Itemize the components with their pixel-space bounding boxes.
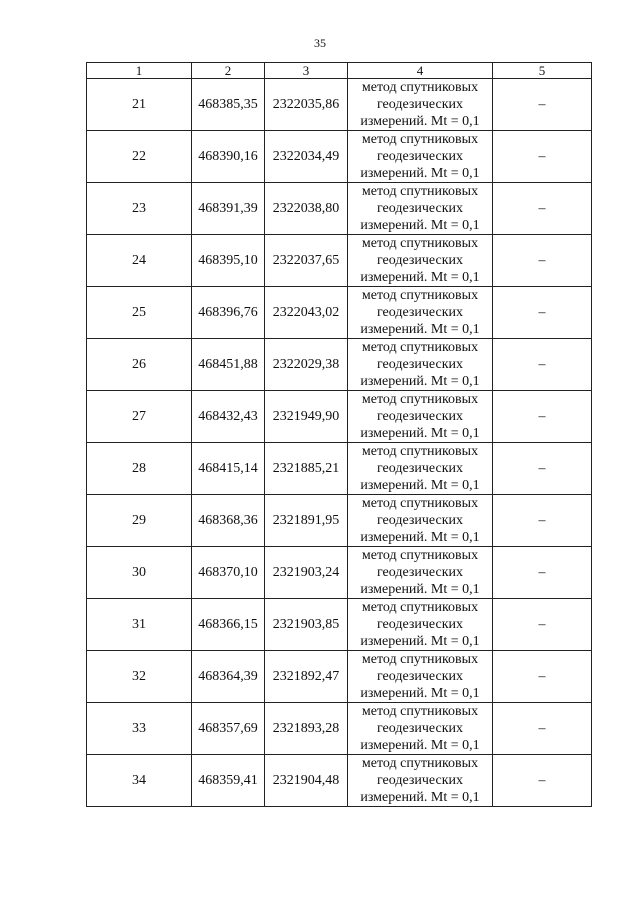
method-line: измерений. Mt = 0,1 [360, 322, 480, 337]
note-cell: – [493, 79, 592, 131]
note-cell: – [493, 599, 592, 651]
method-line: метод спутниковых [361, 392, 479, 407]
note-cell: – [493, 391, 592, 443]
method-line: геодезических [376, 97, 463, 112]
method-line: метод спутниковых [361, 496, 479, 511]
method-line: метод спутниковых [361, 132, 479, 147]
method-line: геодезических [376, 409, 463, 424]
x-coordinate-cell: 468395,10 [192, 235, 265, 287]
table-row [87, 79, 592, 131]
method-cell [348, 443, 493, 495]
point-number-cell: 30 [87, 547, 192, 599]
note-cell: – [493, 339, 592, 391]
table-row [87, 183, 592, 235]
page-number: 35 [314, 36, 326, 50]
method-line: геодезических [376, 669, 463, 684]
table-row [87, 599, 592, 651]
x-coordinate-cell: 468385,35 [192, 79, 265, 131]
method-cell [348, 599, 493, 651]
y-coordinate-cell: 2321891,95 [265, 495, 348, 547]
y-coordinate-cell: 2321892,47 [265, 651, 348, 703]
x-coordinate-cell: 468451,88 [192, 339, 265, 391]
method-line: метод спутниковых [361, 80, 479, 95]
table-row [87, 131, 592, 183]
method-line: геодезических [376, 253, 463, 268]
y-coordinate-cell: 2321903,85 [265, 599, 348, 651]
method-line: метод спутниковых [361, 288, 479, 303]
point-number-cell: 34 [87, 755, 192, 807]
y-coordinate-cell: 2321903,24 [265, 547, 348, 599]
x-coordinate-cell: 468370,10 [192, 547, 265, 599]
x-coordinate-cell: 468415,14 [192, 443, 265, 495]
method-line: геодезических [376, 617, 463, 632]
method-line: измерений. Mt = 0,1 [360, 166, 480, 181]
table-row [87, 391, 592, 443]
method-cell [348, 651, 493, 703]
method-cell [348, 79, 493, 131]
method-line: измерений. Mt = 0,1 [360, 634, 480, 649]
method-cell [348, 391, 493, 443]
method-line: метод спутниковых [361, 236, 479, 251]
y-coordinate-cell: 2321949,90 [265, 391, 348, 443]
method-cell [348, 287, 493, 339]
note-cell: – [493, 651, 592, 703]
point-number-cell: 28 [87, 443, 192, 495]
method-line: геодезических [376, 461, 463, 476]
method-cell [348, 235, 493, 287]
y-coordinate-cell: 2322038,80 [265, 183, 348, 235]
method-line: геодезических [376, 149, 463, 164]
point-number-cell: 32 [87, 651, 192, 703]
method-line: измерений. Mt = 0,1 [360, 478, 480, 493]
note-cell: – [493, 547, 592, 599]
column-header-2: 2 [192, 63, 265, 79]
point-number-cell: 24 [87, 235, 192, 287]
note-cell: – [493, 443, 592, 495]
method-line: измерений. Mt = 0,1 [360, 790, 480, 805]
y-coordinate-cell: 2322034,49 [265, 131, 348, 183]
note-cell: – [493, 755, 592, 807]
y-coordinate-cell: 2322035,86 [265, 79, 348, 131]
table-row [87, 235, 592, 287]
table-row [87, 287, 592, 339]
column-header-3: 3 [265, 63, 348, 79]
method-line: метод спутниковых [361, 340, 479, 355]
table-row [87, 755, 592, 807]
method-line: измерений. Mt = 0,1 [360, 686, 480, 701]
method-cell [348, 703, 493, 755]
method-line: геодезических [376, 357, 463, 372]
table-row [87, 495, 592, 547]
point-number-cell: 23 [87, 183, 192, 235]
note-cell: – [493, 287, 592, 339]
point-number-cell: 25 [87, 287, 192, 339]
table-row [87, 703, 592, 755]
note-cell: – [493, 703, 592, 755]
note-cell: – [493, 495, 592, 547]
x-coordinate-cell: 468359,41 [192, 755, 265, 807]
method-cell [348, 339, 493, 391]
point-number-cell: 26 [87, 339, 192, 391]
point-number-cell: 27 [87, 391, 192, 443]
table-row [87, 443, 592, 495]
method-line: измерений. Mt = 0,1 [360, 738, 480, 753]
method-line: метод спутниковых [361, 548, 479, 563]
x-coordinate-cell: 468432,43 [192, 391, 265, 443]
method-line: геодезических [376, 773, 463, 788]
x-coordinate-cell: 468366,15 [192, 599, 265, 651]
method-line: измерений. Mt = 0,1 [360, 218, 480, 233]
method-line: метод спутниковых [361, 704, 479, 719]
method-line: измерений. Mt = 0,1 [360, 270, 480, 285]
method-line: геодезических [376, 513, 463, 528]
method-line: метод спутниковых [361, 652, 479, 667]
table-body [87, 79, 592, 807]
note-cell: – [493, 131, 592, 183]
x-coordinate-cell: 468357,69 [192, 703, 265, 755]
column-header-4: 4 [348, 63, 493, 79]
note-cell: – [493, 235, 592, 287]
point-number-cell: 21 [87, 79, 192, 131]
method-line: геодезических [376, 721, 463, 736]
method-cell [348, 755, 493, 807]
method-cell [348, 495, 493, 547]
point-number-cell: 33 [87, 703, 192, 755]
method-line: метод спутниковых [361, 756, 479, 771]
y-coordinate-cell: 2321885,21 [265, 443, 348, 495]
x-coordinate-cell: 468396,76 [192, 287, 265, 339]
x-coordinate-cell: 468391,39 [192, 183, 265, 235]
method-line: метод спутниковых [361, 444, 479, 459]
point-number-cell: 31 [87, 599, 192, 651]
x-coordinate-cell: 468364,39 [192, 651, 265, 703]
method-line: геодезических [376, 305, 463, 320]
point-number-cell: 22 [87, 131, 192, 183]
column-header-5: 5 [493, 63, 592, 79]
method-line: измерений. Mt = 0,1 [360, 114, 480, 129]
y-coordinate-cell: 2322029,38 [265, 339, 348, 391]
method-line: измерений. Mt = 0,1 [360, 374, 480, 389]
method-cell [348, 183, 493, 235]
method-line: геодезических [376, 201, 463, 216]
y-coordinate-cell: 2322037,65 [265, 235, 348, 287]
method-line: измерений. Mt = 0,1 [360, 426, 480, 441]
table-row [87, 547, 592, 599]
method-cell [348, 131, 493, 183]
x-coordinate-cell: 468368,36 [192, 495, 265, 547]
table-header-row [87, 63, 592, 79]
method-line: измерений. Mt = 0,1 [360, 582, 480, 597]
x-coordinate-cell: 468390,16 [192, 131, 265, 183]
table-row [87, 339, 592, 391]
column-header-1: 1 [87, 63, 192, 79]
method-line: метод спутниковых [361, 184, 479, 199]
y-coordinate-cell: 2321904,48 [265, 755, 348, 807]
coordinates-table [86, 62, 592, 807]
point-number-cell: 29 [87, 495, 192, 547]
note-cell: – [493, 183, 592, 235]
method-line: измерений. Mt = 0,1 [360, 530, 480, 545]
method-line: геодезических [376, 565, 463, 580]
y-coordinate-cell: 2322043,02 [265, 287, 348, 339]
y-coordinate-cell: 2321893,28 [265, 703, 348, 755]
method-cell [348, 547, 493, 599]
method-line: метод спутниковых [361, 600, 479, 615]
table-row [87, 651, 592, 703]
